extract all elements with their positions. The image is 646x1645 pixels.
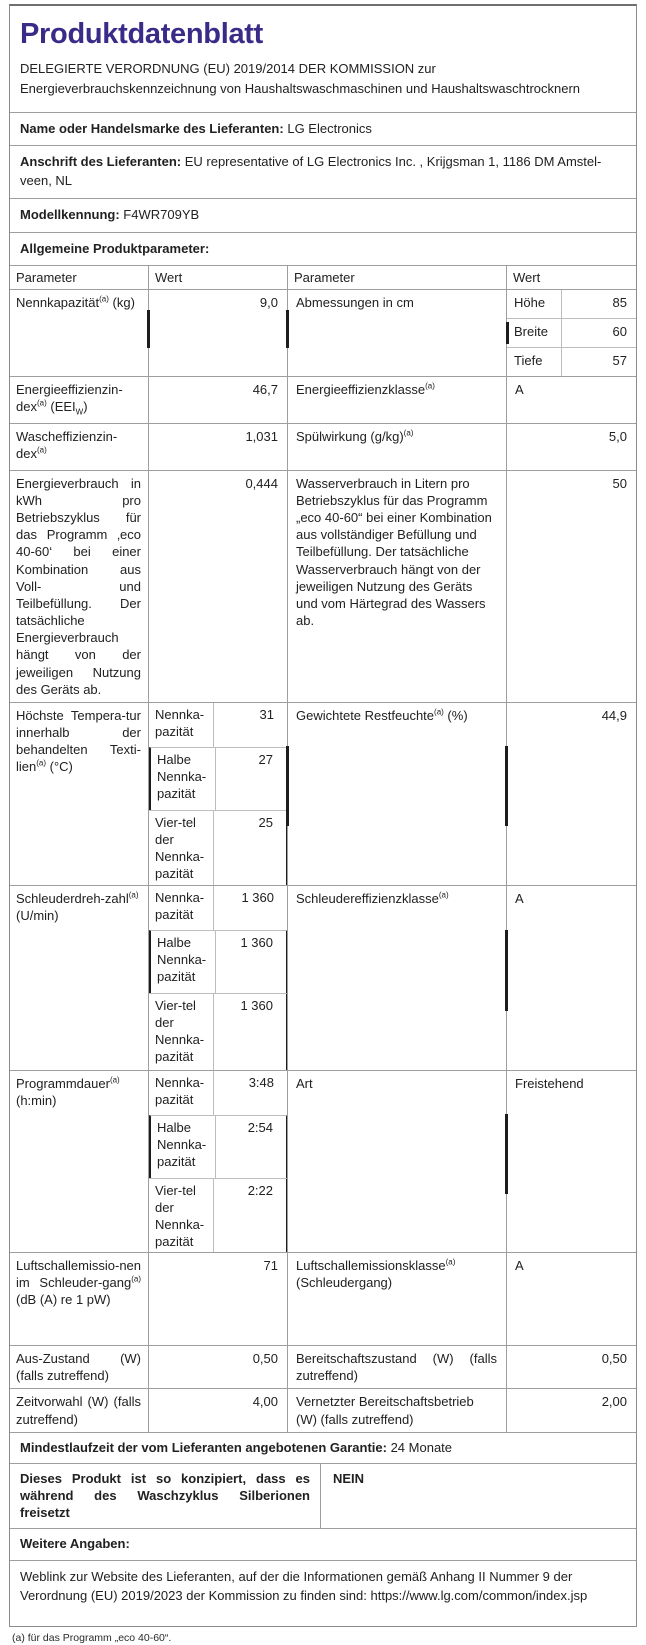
title-block <box>10 6 636 112</box>
spin-class-cell <box>506 886 636 1070</box>
temp-sub-row-halbe <box>149 747 288 810</box>
weblink-url[interactable]: https://www.lg.com/common/index.jsp <box>370 1588 588 1604</box>
datasheet-document <box>9 4 637 1627</box>
spin-viertel-label: Vier-tel der Nennka-pazität <box>155 997 205 1064</box>
duration-halbe-value: 2:54 <box>215 1116 286 1178</box>
table-header-row <box>10 265 636 289</box>
dim-tiefe-value: 57 <box>561 348 636 376</box>
table-row-duration <box>10 1070 636 1253</box>
more-info-label: Weitere Angaben: <box>20 1536 130 1552</box>
noise-value: 71 <box>263 1258 278 1274</box>
page-title: Produktdatenblatt <box>20 18 264 50</box>
supplier-address-row <box>10 145 636 199</box>
off-mode-value: 0,50 <box>252 1351 278 1367</box>
energy-class-label: Energieeffizienzklasse$^{(a)}$ <box>287 377 506 423</box>
dimensions-label: Abmessungen in cm <box>287 290 506 376</box>
silver-ions-label: Dieses Produkt ist so konzipiert, dass es während des Waschzyklus Silberionen freisetzt <box>20 1470 310 1521</box>
supplier-name-value: LG Electronics <box>287 120 372 136</box>
warranty-row <box>10 1432 636 1463</box>
duration-halbe-label: Halbe Nennka-pazität <box>157 1119 207 1169</box>
delay-start-value-cell <box>148 1389 287 1431</box>
weblink-text: Weblink zur Website des Lieferanten, auf der die Informationen gemäß Anhang II Nummer 9 der Verordnung (EU) 2019/2023 der Kommission zu finden sind: <box>20 1568 573 1604</box>
temp-viertel-label: Vier-tel der Nennka-pazität <box>155 814 205 882</box>
type-cell <box>506 1071 636 1253</box>
energy-consumption-value-cell <box>148 471 287 702</box>
water-consumption-value: 50 <box>612 475 627 491</box>
spin-viertel-value: 1 360 <box>213 994 286 1070</box>
silver-ions-value: NEIN <box>320 1464 636 1528</box>
general-params-row <box>10 232 636 265</box>
temp-viertel-value: 25 <box>213 811 286 885</box>
temperature-sub-table <box>148 703 287 885</box>
capacity-label: Nennkapazität$^{(a)}$ (kg) <box>16 294 135 310</box>
energy-consumption-value: 0,444 <box>245 475 278 491</box>
spin-sub-row-viertel <box>149 993 288 1070</box>
delay-start-value: 4,00 <box>252 1394 278 1410</box>
model-value: F4WR709YB <box>123 207 200 223</box>
supplier-address-line-1: EU representative of LG Electronics Inc. , Krijgsman 1, 1186 DM Amstel- <box>184 153 602 169</box>
table-row-delay-start <box>10 1388 636 1431</box>
capacity-value-cell <box>148 290 287 376</box>
model-label: Modellkennung: <box>20 207 120 223</box>
table-row-energy-consumption <box>10 470 636 702</box>
table-row-off-mode <box>10 1345 636 1388</box>
temp-nenn-label: Nennka-pazität <box>155 706 205 740</box>
supplier-address-label: Anschrift des Lieferanten: <box>20 153 182 169</box>
noise-class-value: A <box>515 1258 524 1274</box>
spin-class-value: A <box>515 890 524 906</box>
rinse-label: Spülwirkung $(g/kg)^{(a)}$ <box>287 424 506 470</box>
type-label: Art <box>287 1071 506 1253</box>
rinse-value: 5,0 <box>608 428 627 444</box>
temp-sub-row-viertel <box>149 810 288 885</box>
residual-moisture-value: 44,9 <box>601 707 627 723</box>
footnote-a: (a) für das Programm „eco 40-60“. <box>12 1631 172 1644</box>
regulation-line-1: DELEGIERTE VERORDNUNG (EU) 2019/2014 DER KOMMISSION zur <box>20 61 436 77</box>
noise-class-label: Luftschallemissionsklasse$^{(a)}$ (Schleudergang) <box>287 1253 506 1345</box>
dimension-row-hoehe <box>507 290 636 318</box>
duration-sub-row-nenn <box>149 1071 287 1115</box>
table-row-temperature <box>10 702 636 885</box>
off-mode-label: Aus-Zustand (W) (falls zutreffend) <box>16 1351 141 1384</box>
off-mode-value-cell <box>148 1346 287 1388</box>
duration-nenn-label: Nennka-pazität <box>155 1074 205 1107</box>
residual-moisture-label: Gewichtete Restfeuchte$^{(a)}$ (%) <box>287 703 506 885</box>
dimensions-cell <box>506 290 636 376</box>
weblink-row <box>10 1560 636 1626</box>
dimension-row-breite <box>507 318 636 347</box>
regulation-text <box>10 55 636 111</box>
regulation-line-2: Energieverbrauchskennzeichnung von Haushaltswaschmaschinen und Haushaltswaschtrocknern <box>20 81 581 97</box>
spin-halbe-label: Halbe Nennka-pazität <box>157 934 207 984</box>
spin-class-label: Schleudereffizienzklasse$^{(a)}$ <box>287 886 506 1070</box>
more-info-row <box>10 1528 636 1559</box>
networked-standby-label: Vernetzter Bereitschaftsbetrieb (W) (falls zutreffend) <box>287 1389 506 1431</box>
spin-nenn-value: 1 360 <box>213 886 287 930</box>
table-row-wash-index <box>10 423 636 470</box>
header-wert-left: Wert <box>148 266 287 289</box>
duration-viertel-value: 2:22 <box>213 1179 286 1253</box>
eei-value-cell <box>148 377 287 423</box>
dim-hoehe-value: 85 <box>561 290 636 318</box>
spin-sub-row-nenn <box>149 886 287 930</box>
standby-value-cell <box>506 1346 636 1388</box>
type-value: Freistehend <box>515 1075 584 1091</box>
dim-breite-value: 60 <box>561 319 636 347</box>
temp-halbe-label: Halbe Nennka-pazität <box>157 751 207 802</box>
networked-standby-value: 2,00 <box>601 1394 627 1410</box>
water-consumption-value-cell <box>506 471 636 702</box>
delay-start-label: Zeitvorwahl (W) (falls zutreffend) <box>16 1394 141 1427</box>
header-parameter-left: Parameter <box>16 269 77 285</box>
wash-index-value: 1,031 <box>245 428 278 444</box>
dim-hoehe-label: Höhe <box>514 294 546 310</box>
noise-class-cell <box>506 1253 636 1345</box>
duration-nenn-value: 3:48 <box>213 1071 287 1115</box>
eei-label: Energieeffizienzin-dex$^{(a)}$ $(EEI_W)$ <box>16 381 123 417</box>
supplier-name-row <box>10 112 636 145</box>
standby-value: 0,50 <box>601 1351 627 1367</box>
header-wert-right: Wert <box>506 266 636 289</box>
duration-viertel-label: Vier-tel der Nennka-pazität <box>155 1182 205 1249</box>
warranty-value: 24 Monate <box>390 1439 453 1455</box>
spin-halbe-value: 1 360 <box>215 931 286 993</box>
dim-tiefe-label: Tiefe <box>514 352 543 368</box>
dimension-row-tiefe <box>507 347 636 376</box>
energy-class-cell <box>506 377 636 423</box>
eei-value: 46,7 <box>252 381 278 397</box>
rinse-value-cell <box>506 424 636 470</box>
table-row-capacity <box>10 289 636 376</box>
silver-ions-row <box>10 1463 636 1528</box>
spin-speed-label: Schleuderdreh-zahl$^{(a)}$ (U/min) <box>16 890 139 923</box>
energy-class-value: A <box>515 381 524 397</box>
model-row <box>10 198 636 231</box>
supplier-name-label: Name oder Handelsmarke des Lieferanten: <box>20 120 284 136</box>
table-row-noise <box>10 1252 636 1345</box>
networked-standby-value-cell <box>506 1389 636 1431</box>
table-row-spin-speed <box>10 885 636 1070</box>
residual-moisture-value-cell <box>506 703 636 885</box>
duration-sub-row-halbe <box>149 1115 288 1178</box>
water-consumption-label: Wasserverbrauch in Litern pro Betriebszyklus für das Programm „eco 40-60“ bei einer Kombination aus vollständiger Befüllung und Teilbefüllung. Der tatsächliche Wasserverbrauch hängt von der jeweiligen Nutzung des Geräts und vom Härtegrad des Wassers ab. <box>287 471 506 702</box>
temp-nenn-value: 31 <box>213 703 287 747</box>
spin-sub-row-halbe <box>149 930 288 993</box>
temperature-label: Höchste Tempera-tur innerhalb der behandelten Texti-lien$^{(a)}$ (°C) <box>16 707 141 775</box>
duration-label: Programmdauer$^{(a)}$ (h:min) <box>16 1075 120 1108</box>
header-parameter-right: Parameter <box>287 266 506 289</box>
table-row-eei <box>10 376 636 423</box>
noise-value-cell <box>148 1253 287 1345</box>
spin-sub-table <box>148 886 287 1070</box>
spin-nenn-label: Nennka-pazität <box>155 889 205 922</box>
wash-index-label: Wascheffizienzin-dex$^{(a)}$ <box>16 428 118 462</box>
duration-sub-row-viertel <box>149 1178 288 1253</box>
warranty-label: Mindestlaufzeit der vom Lieferanten angebotenen Garantie: <box>20 1439 387 1455</box>
duration-sub-table <box>148 1071 287 1253</box>
supplier-address-line-2: veen, NL <box>20 172 73 188</box>
capacity-value: 9,0 <box>259 294 278 310</box>
dim-breite-label: Breite <box>514 323 548 339</box>
noise-label: Luftschallemissio-nen im Schleuder-gang$^{(a)}$ (dB (A) re 1 pW) <box>16 1258 142 1308</box>
wash-index-value-cell <box>148 424 287 470</box>
energy-consumption-label: Energieverbrauch in kWh pro Betriebszyklus für das Programm ‚eco 40-60‘ bei einer Kombination aus Voll- und Teilbefüllung. Der tatsächliche Energieverbrauch hängt von der jeweiligen Nutzung des Geräts ab. <box>16 475 141 697</box>
temp-halbe-value: 27 <box>215 748 286 810</box>
standby-label: Bereitschaftszustand (W) (falls zutreffend) <box>287 1346 506 1388</box>
temp-sub-row-nenn <box>149 703 287 747</box>
general-params-label: Allgemeine Produktparameter: <box>20 240 210 256</box>
